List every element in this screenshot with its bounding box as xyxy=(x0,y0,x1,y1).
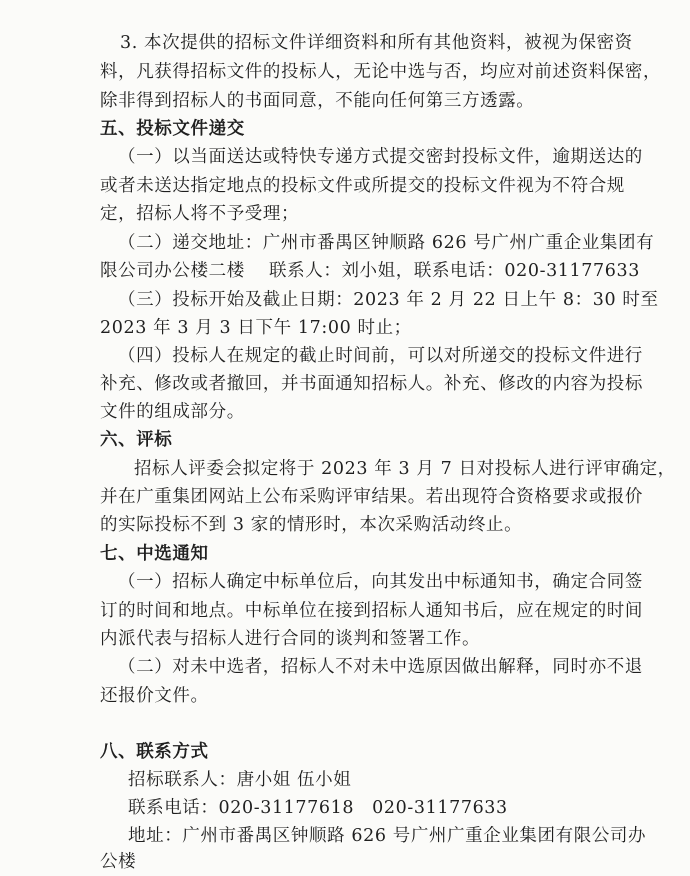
item-5-1-line-2: 或者未送达指定地点的投标文件或所提交的投标文件视为不符合规 xyxy=(100,176,625,196)
item-5-4-line-1: （四）投标人在规定的截止时间前，可以对所递交的投标文件进行 xyxy=(118,346,643,366)
item-7-1-line-2: 订的时间和地点。中标单位在接到招标人通知书后，应在规定的时间 xyxy=(100,601,643,621)
para-3-line-3: 除非得到招标人的书面同意，不能向任何第三方透露。 xyxy=(100,91,535,111)
contact-address-line-2: 公楼 xyxy=(100,852,137,872)
item-5-4-line-3: 文件的组成部分。 xyxy=(100,402,245,422)
item-7-1-line-3: 内派代表与招标人进行合同的谈判和签署工作。 xyxy=(100,629,481,649)
contact-address-line-1: 地址：广州市番禺区钟顺路 626 号广州广重企业集团有限公司办 xyxy=(128,826,647,846)
para-3-line-1: 3. 本次提供的招标文件详细资料和所有其他资料，被视为保密资 xyxy=(120,33,633,53)
contact-phone: 联系电话：020-31177618 020-31177633 xyxy=(128,798,508,818)
item-5-2-line-2: 限公司办公楼二楼 联系人：刘小姐，联系电话：020-31177633 xyxy=(100,261,640,281)
item-5-1-line-3: 定，招标人将不予受理； xyxy=(100,204,300,224)
section-7-heading: 七、中选通知 xyxy=(100,544,209,564)
item-5-4-line-2: 补充、修改或者撤回，并书面通知招标人。补充、修改的内容为投标 xyxy=(100,374,643,394)
section-5-heading: 五、投标文件递交 xyxy=(100,119,245,139)
item-5-1-line-1: （一）以当面送达或特快专递方式提交密封投标文件，逾期送达的 xyxy=(118,147,643,167)
section-8-heading: 八、联系方式 xyxy=(100,742,209,762)
section-6-line-3: 的实际投标不到 3 家的情形时，本次采购活动终止。 xyxy=(100,515,523,535)
para-3-line-2: 料，凡获得招标文件的投标人，无论中选与否，均应对前述资料保密， xyxy=(100,62,662,82)
contact-person: 招标联系人：唐小姐 伍小姐 xyxy=(128,770,352,790)
item-7-1-line-1: （一）招标人确定中标单位后，向其发出中标通知书，确定合同签 xyxy=(118,572,643,592)
item-7-2-line-1: （二）对未中选者，招标人不对未中选原因做出解释，同时亦不退 xyxy=(118,657,643,677)
item-5-3-line-2: 2023 年 3 月 3 日下午 17:00 时止； xyxy=(100,318,412,338)
item-5-3-line-1: （三）投标开始及截止日期：2023 年 2 月 22 日上午 8：30 时至 xyxy=(118,290,659,310)
section-6-heading: 六、评标 xyxy=(100,430,173,450)
section-6-line-2: 并在广重集团网站上公布采购评审结果。若出现符合资格要求或报价 xyxy=(100,487,643,507)
item-5-2-line-1: （二）递交地址：广州市番禺区钟顺路 626 号广州广重企业集团有 xyxy=(118,233,655,253)
item-7-2-line-2: 还报价文件。 xyxy=(100,686,209,706)
section-6-line-1: 招标人评委会拟定将于 2023 年 3 月 7 日对投标人进行评审确定， xyxy=(134,459,676,479)
